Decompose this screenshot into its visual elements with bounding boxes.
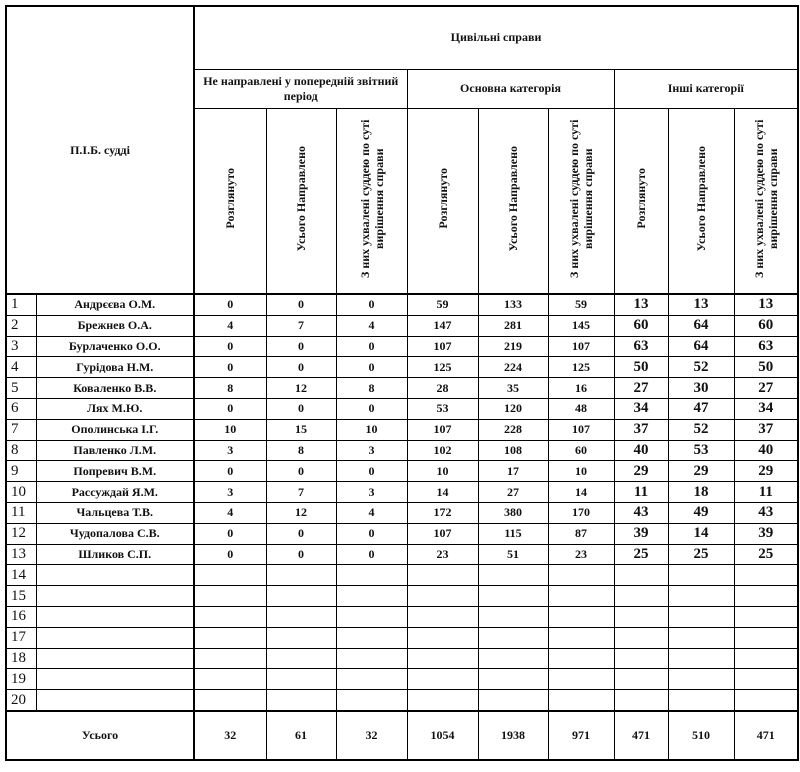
column-header xyxy=(266,108,336,294)
cell-value: 60 xyxy=(734,315,798,336)
cell-value xyxy=(336,669,407,690)
cell-value: 10 xyxy=(336,419,407,440)
cell-value: 52 xyxy=(668,357,734,378)
cell-value xyxy=(194,627,266,648)
cell-value: 0 xyxy=(266,544,336,565)
judge-name: Ополинська І.Г. xyxy=(36,419,194,440)
cell-value: 0 xyxy=(266,461,336,482)
table-row xyxy=(6,502,798,523)
cell-value: 0 xyxy=(194,336,266,357)
cell-value: 60 xyxy=(614,315,668,336)
cell-value: 25 xyxy=(614,544,668,565)
cell-value xyxy=(336,586,407,607)
cell-value: 17 xyxy=(478,461,548,482)
judge-name xyxy=(36,586,194,607)
cell-value: 27 xyxy=(734,378,798,399)
cell-value: 37 xyxy=(614,419,668,440)
cell-value: 15 xyxy=(266,419,336,440)
cell-value: 8 xyxy=(266,440,336,461)
cell-value: 0 xyxy=(336,523,407,544)
row-number: 11 xyxy=(6,502,36,523)
cell-value: 0 xyxy=(266,523,336,544)
cell-value xyxy=(194,606,266,627)
table-row xyxy=(6,565,798,586)
table-row xyxy=(6,606,798,627)
cell-value: 0 xyxy=(266,398,336,419)
table-row xyxy=(6,419,798,440)
cell-value xyxy=(548,648,614,669)
cell-value: 27 xyxy=(478,482,548,503)
cell-value xyxy=(407,669,478,690)
cell-value: 39 xyxy=(614,523,668,544)
judge-name xyxy=(36,648,194,669)
cell-value: 0 xyxy=(336,461,407,482)
cell-value xyxy=(668,648,734,669)
cell-value: 63 xyxy=(614,336,668,357)
cell-value: 12 xyxy=(266,502,336,523)
judge-name xyxy=(36,627,194,648)
cell-value xyxy=(734,586,798,607)
cell-value xyxy=(478,606,548,627)
cell-value: 13 xyxy=(734,294,798,315)
judges-civil-cases-table xyxy=(5,5,799,761)
cell-value: 0 xyxy=(266,336,336,357)
judge-name: Чудопалова С.В. xyxy=(36,523,194,544)
cell-value: 4 xyxy=(194,315,266,336)
row-number: 10 xyxy=(6,482,36,503)
row-number: 9 xyxy=(6,461,36,482)
group-header-main-category: Основна категорія xyxy=(407,69,614,108)
cell-value: 23 xyxy=(548,544,614,565)
cell-value: 125 xyxy=(407,357,478,378)
cell-value: 14 xyxy=(407,482,478,503)
cell-value xyxy=(407,565,478,586)
cell-value: 34 xyxy=(614,398,668,419)
cell-value: 102 xyxy=(407,440,478,461)
cell-value: 3 xyxy=(336,482,407,503)
column-header xyxy=(407,108,478,294)
cell-value: 40 xyxy=(614,440,668,461)
cell-value xyxy=(266,669,336,690)
cell-value: 4 xyxy=(336,315,407,336)
cell-value: 0 xyxy=(194,461,266,482)
cell-value: 13 xyxy=(668,294,734,315)
judge-name: Попревич В.М. xyxy=(36,461,194,482)
cell-value xyxy=(548,565,614,586)
cell-value: 133 xyxy=(478,294,548,315)
judge-name xyxy=(36,690,194,711)
judge-name: Коваленко В.В. xyxy=(36,378,194,399)
cell-value: 39 xyxy=(734,523,798,544)
cell-value: 219 xyxy=(478,336,548,357)
cell-value xyxy=(548,627,614,648)
cell-value: 10 xyxy=(194,419,266,440)
row-number: 20 xyxy=(6,690,36,711)
row-number: 5 xyxy=(6,378,36,399)
column-header xyxy=(668,108,734,294)
cell-value xyxy=(734,565,798,586)
table-row xyxy=(6,690,798,711)
cell-value: 23 xyxy=(407,544,478,565)
cell-value: 29 xyxy=(668,461,734,482)
cell-value xyxy=(336,606,407,627)
column-header-label: Усього Направлено xyxy=(694,146,709,252)
row-number: 6 xyxy=(6,398,36,419)
cell-value: 64 xyxy=(668,336,734,357)
cell-value: 14 xyxy=(668,523,734,544)
row-number: 16 xyxy=(6,606,36,627)
row-number: 2 xyxy=(6,315,36,336)
cell-value xyxy=(407,648,478,669)
total-value: 471 xyxy=(734,711,798,760)
cell-value: 51 xyxy=(478,544,548,565)
cell-value: 228 xyxy=(478,419,548,440)
cell-value xyxy=(478,565,548,586)
row-number: 13 xyxy=(6,544,36,565)
civil-cases-header: Цивільні справи xyxy=(194,6,798,69)
judge-name: Брежнев О.А. xyxy=(36,315,194,336)
cell-value xyxy=(194,586,266,607)
column-header xyxy=(614,108,668,294)
cell-value xyxy=(336,627,407,648)
cell-value: 0 xyxy=(336,357,407,378)
cell-value: 27 xyxy=(614,378,668,399)
cell-value: 18 xyxy=(668,482,734,503)
cell-value: 25 xyxy=(668,544,734,565)
table-row xyxy=(6,523,798,544)
cell-value: 0 xyxy=(194,294,266,315)
cell-value: 380 xyxy=(478,502,548,523)
cell-value: 170 xyxy=(548,502,614,523)
cell-value: 281 xyxy=(478,315,548,336)
cell-value: 59 xyxy=(548,294,614,315)
total-value: 971 xyxy=(548,711,614,760)
row-number: 1 xyxy=(6,294,36,315)
column-header xyxy=(336,108,407,294)
column-header-label: Усього Направлено xyxy=(294,146,309,252)
row-number: 8 xyxy=(6,440,36,461)
judge-name xyxy=(36,669,194,690)
cell-value xyxy=(614,669,668,690)
column-header-label: З них ухвалені суддею по суті вирішення справи xyxy=(751,119,780,278)
cell-value xyxy=(668,627,734,648)
cell-value xyxy=(668,690,734,711)
total-value: 471 xyxy=(614,711,668,760)
cell-value: 64 xyxy=(668,315,734,336)
table-row xyxy=(6,315,798,336)
table-row xyxy=(6,294,798,315)
cell-value: 0 xyxy=(266,294,336,315)
cell-value: 7 xyxy=(266,315,336,336)
cell-value: 53 xyxy=(407,398,478,419)
cell-value: 34 xyxy=(734,398,798,419)
cell-value xyxy=(478,627,548,648)
cell-value xyxy=(668,586,734,607)
cell-value: 60 xyxy=(548,440,614,461)
cell-value: 224 xyxy=(478,357,548,378)
cell-value xyxy=(194,669,266,690)
judge-name: Лях М.Ю. xyxy=(36,398,194,419)
cell-value: 25 xyxy=(734,544,798,565)
cell-value: 87 xyxy=(548,523,614,544)
cell-value xyxy=(614,690,668,711)
row-number: 12 xyxy=(6,523,36,544)
cell-value: 59 xyxy=(407,294,478,315)
cell-value xyxy=(734,606,798,627)
cell-value: 29 xyxy=(614,461,668,482)
cell-value xyxy=(734,690,798,711)
cell-value: 8 xyxy=(336,378,407,399)
cell-value xyxy=(734,627,798,648)
cell-value: 43 xyxy=(614,502,668,523)
total-value: 32 xyxy=(336,711,407,760)
cell-value xyxy=(194,690,266,711)
cell-value: 0 xyxy=(336,336,407,357)
cell-value xyxy=(478,669,548,690)
row-number: 17 xyxy=(6,627,36,648)
cell-value: 0 xyxy=(266,357,336,378)
column-header-label: З них ухвалені суддею по суті вирішення справи xyxy=(357,119,386,278)
cell-value: 11 xyxy=(614,482,668,503)
judge-name xyxy=(36,565,194,586)
cell-value: 125 xyxy=(548,357,614,378)
cell-value xyxy=(548,606,614,627)
cell-value xyxy=(478,586,548,607)
cell-value xyxy=(548,586,614,607)
cell-value: 35 xyxy=(478,378,548,399)
judge-name: Чальцева Т.В. xyxy=(36,502,194,523)
judge-name: Гурідова Н.М. xyxy=(36,357,194,378)
row-number: 4 xyxy=(6,357,36,378)
table-row xyxy=(6,378,798,399)
cell-value: 145 xyxy=(548,315,614,336)
cell-value xyxy=(407,606,478,627)
cell-value xyxy=(478,690,548,711)
total-value: 1054 xyxy=(407,711,478,760)
judge-name: Павленко Л.М. xyxy=(36,440,194,461)
cell-value xyxy=(548,690,614,711)
judge-name xyxy=(36,606,194,627)
column-header xyxy=(478,108,548,294)
group-header-not-sent-prev-period: Не направлені у попередній звітний період xyxy=(194,69,407,108)
total-value: 1938 xyxy=(478,711,548,760)
cell-value: 3 xyxy=(194,440,266,461)
table-row xyxy=(6,586,798,607)
column-header-label: Розглянуто xyxy=(435,168,450,230)
cell-value xyxy=(614,627,668,648)
total-value: 510 xyxy=(668,711,734,760)
cell-value: 50 xyxy=(614,357,668,378)
cell-value xyxy=(548,669,614,690)
table-row xyxy=(6,627,798,648)
cell-value: 172 xyxy=(407,502,478,523)
cell-value xyxy=(614,565,668,586)
table-row xyxy=(6,544,798,565)
cell-value: 107 xyxy=(548,419,614,440)
row-number: 3 xyxy=(6,336,36,357)
cell-value xyxy=(336,648,407,669)
cell-value: 3 xyxy=(194,482,266,503)
cell-value: 120 xyxy=(478,398,548,419)
total-row xyxy=(6,711,798,760)
cell-value: 10 xyxy=(548,461,614,482)
row-number: 7 xyxy=(6,419,36,440)
judge-name-header: П.І.Б. судді xyxy=(6,6,194,294)
cell-value: 47 xyxy=(668,398,734,419)
cell-value xyxy=(266,627,336,648)
cell-value xyxy=(614,648,668,669)
total-value: 61 xyxy=(266,711,336,760)
table-row xyxy=(6,669,798,690)
column-header xyxy=(734,108,798,294)
cell-value xyxy=(266,565,336,586)
cell-value: 50 xyxy=(734,357,798,378)
cell-value: 0 xyxy=(336,544,407,565)
cell-value xyxy=(266,690,336,711)
cell-value: 3 xyxy=(336,440,407,461)
cell-value: 13 xyxy=(614,294,668,315)
total-value: 32 xyxy=(194,711,266,760)
cell-value xyxy=(407,586,478,607)
cell-value: 63 xyxy=(734,336,798,357)
column-header xyxy=(548,108,614,294)
column-header-label: Усього Направлено xyxy=(506,146,521,252)
cell-value xyxy=(336,690,407,711)
cell-value xyxy=(266,586,336,607)
table-row xyxy=(6,461,798,482)
cell-value: 147 xyxy=(407,315,478,336)
judge-name: Андрєєва О.М. xyxy=(36,294,194,315)
column-header-label: З них ухвалені суддею по суті вирішення справи xyxy=(567,119,596,278)
cell-value xyxy=(668,565,734,586)
cell-value: 115 xyxy=(478,523,548,544)
table-row xyxy=(6,398,798,419)
cell-value: 40 xyxy=(734,440,798,461)
cell-value: 10 xyxy=(407,461,478,482)
judge-name: Бурлаченко О.О. xyxy=(36,336,194,357)
cell-value: 107 xyxy=(407,419,478,440)
cell-value: 107 xyxy=(407,523,478,544)
cell-value xyxy=(336,565,407,586)
cell-value: 12 xyxy=(266,378,336,399)
column-header-label: Розглянуто xyxy=(223,168,238,230)
cell-value: 0 xyxy=(194,523,266,544)
cell-value: 0 xyxy=(194,398,266,419)
column-header xyxy=(194,108,266,294)
cell-value xyxy=(266,606,336,627)
cell-value: 8 xyxy=(194,378,266,399)
cell-value: 53 xyxy=(668,440,734,461)
cell-value: 4 xyxy=(336,502,407,523)
cell-value xyxy=(668,606,734,627)
cell-value: 0 xyxy=(336,294,407,315)
row-number: 19 xyxy=(6,669,36,690)
cell-value: 108 xyxy=(478,440,548,461)
judge-name: Шликов С.П. xyxy=(36,544,194,565)
table-row xyxy=(6,357,798,378)
table-row xyxy=(6,482,798,503)
group-header-other-categories: Інші категорії xyxy=(614,69,798,108)
cell-value xyxy=(194,565,266,586)
cell-value: 43 xyxy=(734,502,798,523)
cell-value: 0 xyxy=(194,544,266,565)
cell-value: 107 xyxy=(548,336,614,357)
cell-value: 0 xyxy=(336,398,407,419)
table-row xyxy=(6,440,798,461)
cell-value: 29 xyxy=(734,461,798,482)
row-number: 14 xyxy=(6,565,36,586)
cell-value xyxy=(734,669,798,690)
cell-value xyxy=(407,690,478,711)
column-header-label: Розглянуто xyxy=(634,168,649,230)
total-label: Усього xyxy=(6,711,194,760)
cell-value xyxy=(668,669,734,690)
cell-value: 49 xyxy=(668,502,734,523)
cell-value: 7 xyxy=(266,482,336,503)
row-number: 18 xyxy=(6,648,36,669)
table-row xyxy=(6,648,798,669)
cell-value: 107 xyxy=(407,336,478,357)
cell-value xyxy=(734,648,798,669)
cell-value: 14 xyxy=(548,482,614,503)
cell-value: 4 xyxy=(194,502,266,523)
cell-value xyxy=(614,586,668,607)
cell-value: 28 xyxy=(407,378,478,399)
cell-value xyxy=(614,606,668,627)
judge-name: Рассуждай Я.М. xyxy=(36,482,194,503)
cell-value: 37 xyxy=(734,419,798,440)
cell-value xyxy=(407,627,478,648)
row-number: 15 xyxy=(6,586,36,607)
cell-value: 48 xyxy=(548,398,614,419)
cell-value: 52 xyxy=(668,419,734,440)
cell-value xyxy=(478,648,548,669)
table-row xyxy=(6,336,798,357)
cell-value: 16 xyxy=(548,378,614,399)
cell-value xyxy=(194,648,266,669)
cell-value xyxy=(266,648,336,669)
cell-value: 30 xyxy=(668,378,734,399)
cell-value: 11 xyxy=(734,482,798,503)
cell-value: 0 xyxy=(194,357,266,378)
